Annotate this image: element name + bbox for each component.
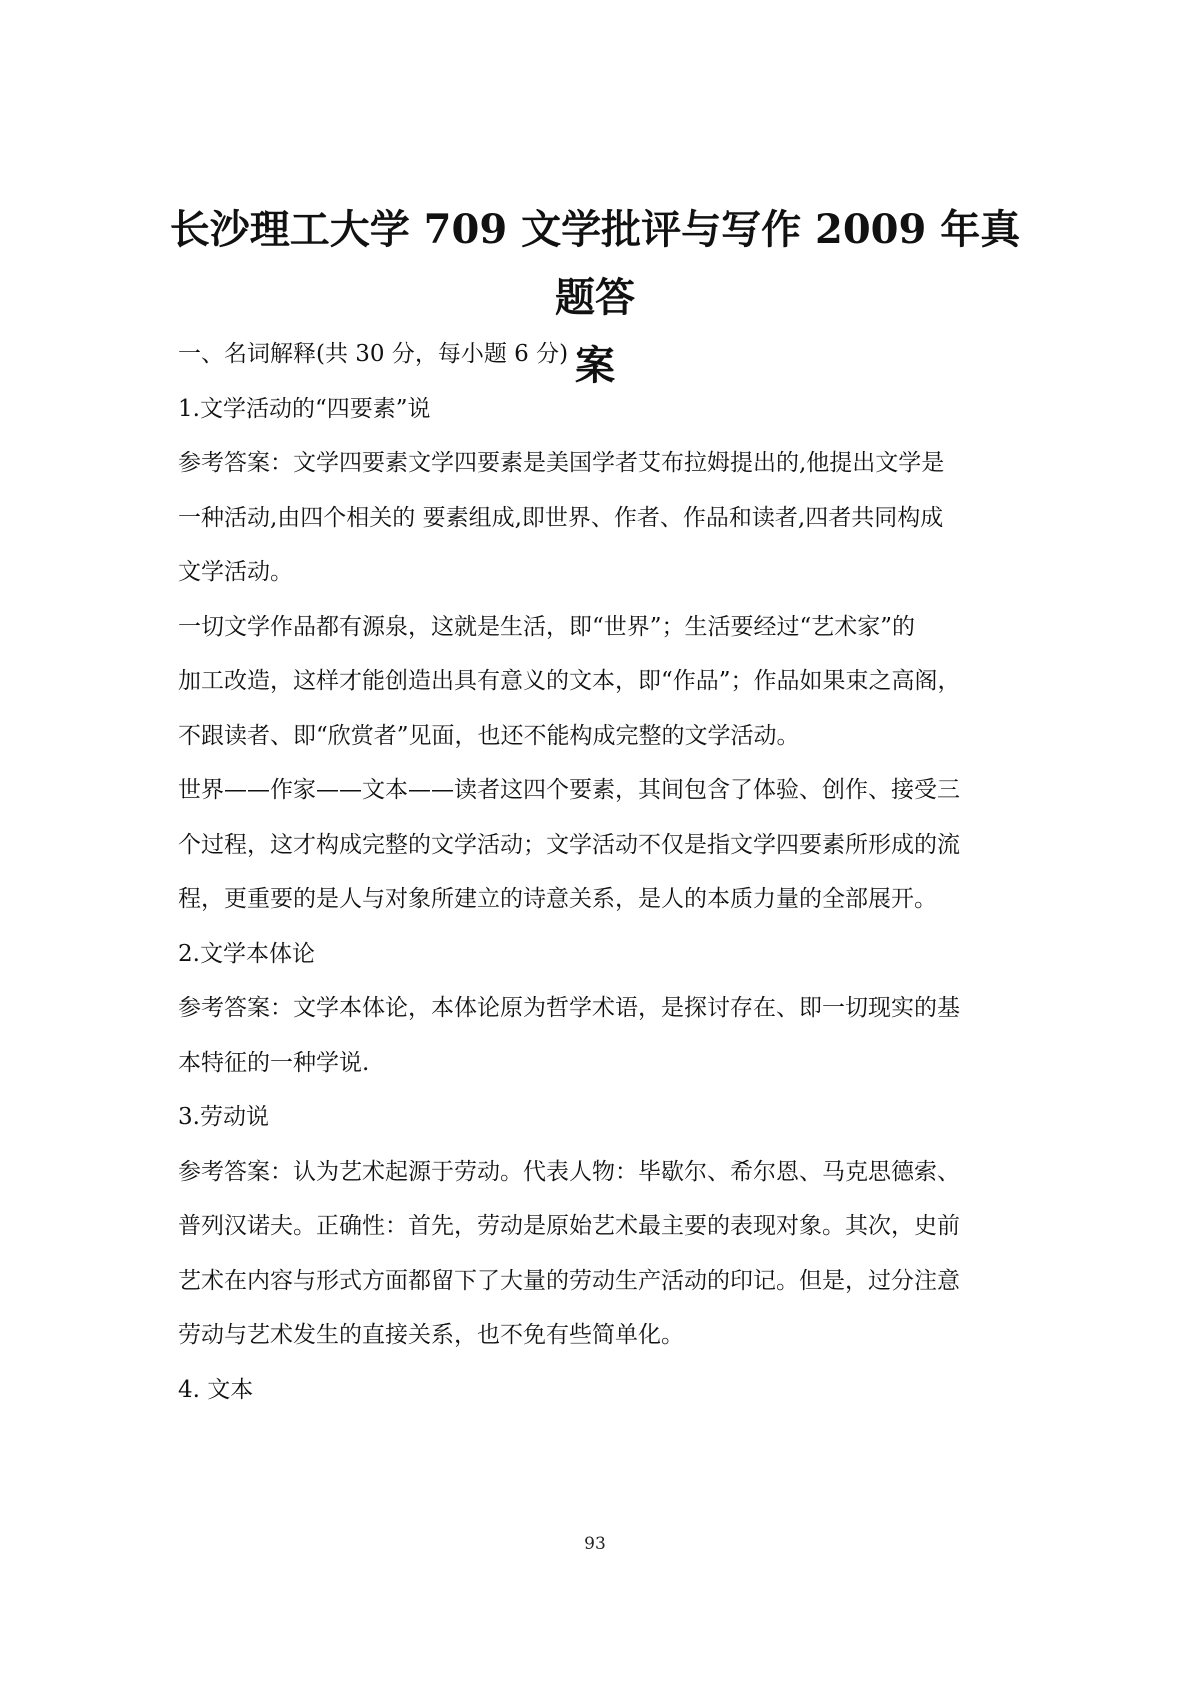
body-line: 世界——作家——文本——读者这四个要素，其间包含了体验、创作、接受三 (178, 777, 960, 803)
body-line: 艺术在内容与形式方面都留下了大量的劳动生产活动的印记。但是，过分注意 (178, 1267, 960, 1294)
section-heading: 一、名词解释(共 30 分，每小题 6 分) (178, 341, 569, 367)
body-line: 一切文学作品都有源泉，这就是生活，即“世界”；生活要经过“艺术家”的 (178, 613, 916, 640)
body-line: 参考答案：文学本体论，本体论原为哲学术语，是探讨存在、即一切现实的基 (178, 995, 960, 1021)
body-line: 不跟读者、即“欣赏者”见面，也还不能构成完整的文学活动。 (178, 722, 800, 749)
question-heading: 1.文学活动的“四要素”说 (178, 395, 431, 422)
body-line: 程，更重要的是人与对象所建立的诗意关系，是人的本质力量的全部展开。 (178, 886, 937, 912)
title-line-1: 长沙理工大学 709 文学批评与写作 2009 年真题答 (169, 206, 1021, 321)
question-heading: 3.劳动说 (178, 1104, 269, 1130)
body-line: 参考答案：文学四要素文学四要素是美国学者艾布拉姆提出的,他提出文学是 (178, 450, 945, 476)
body-line: 参考答案：认为艺术起源于劳动。代表人物：毕歇尔、希尔恩、马克思德索、 (178, 1158, 960, 1185)
question-heading: 2.文学本体论 (178, 940, 315, 967)
body-line: 加工改造，这样才能创造出具有意义的文本，即“作品”；作品如果束之高阁， (178, 668, 961, 694)
body-line: 个过程，这才构成完整的文学活动；文学活动不仅是指文学四要素所形成的流 (178, 831, 960, 858)
document-body (178, 327, 1013, 1417)
body-line: 劳动与艺术发生的直接关系，也不免有些简单化。 (178, 1322, 684, 1348)
page-number: 93 (584, 1534, 606, 1554)
title-line-2: 案 (575, 342, 615, 389)
body-line: 普列汉诺夫。正确性：首先，劳动是原始艺术最主要的表现对象。其次，史前 (178, 1213, 960, 1239)
body-line: 一种活动,由四个相关的 要素组成,即世界、作者、作品和读者,四者共同构成 (178, 504, 944, 531)
body-line: 本特征的一种学说. (178, 1049, 370, 1076)
question-heading: 4. 文本 (178, 1376, 254, 1403)
body-line: 文学活动。 (178, 559, 293, 585)
